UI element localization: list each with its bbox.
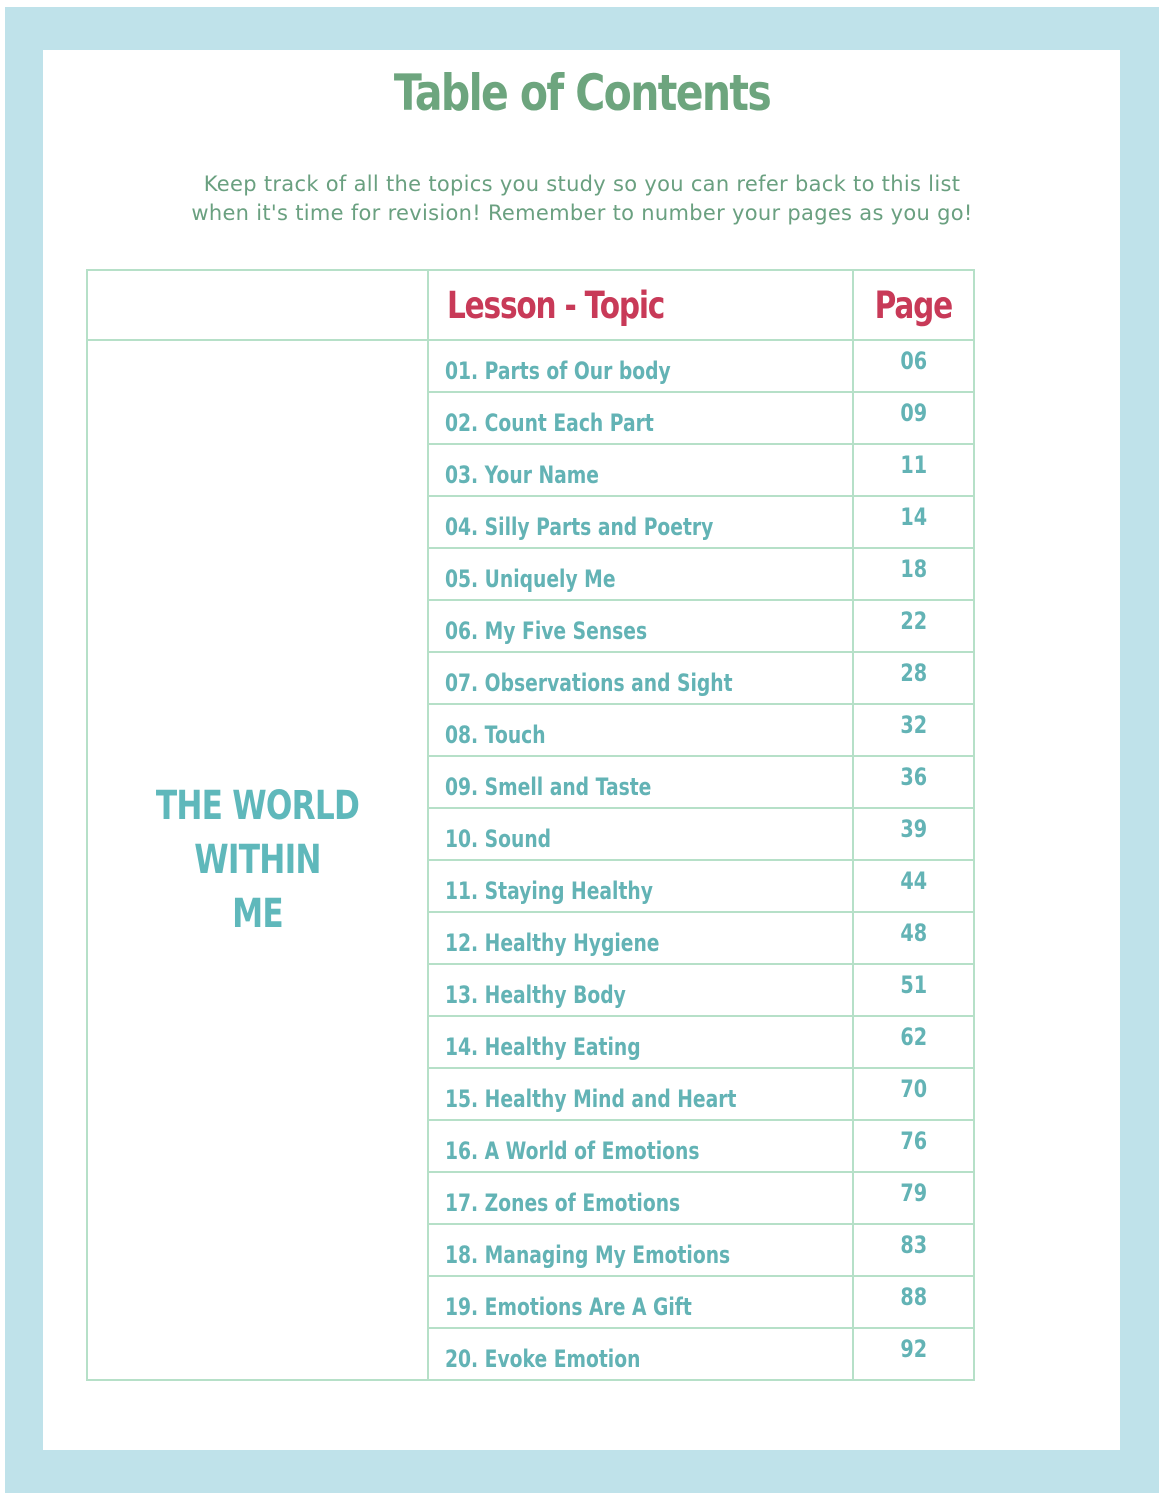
page-number-cell: [853, 600, 974, 652]
page-number-cell: [853, 496, 974, 548]
page-number: 79: [900, 1179, 927, 1207]
page-number-cell: [853, 1016, 974, 1068]
page-number-cell: [853, 340, 974, 392]
section-title-cell: [87, 340, 428, 1380]
header-section-cell: [87, 270, 428, 340]
topic-label: 13. Healthy Body: [445, 981, 626, 1009]
topic-cell: [428, 1120, 853, 1172]
topic-cell: [428, 392, 853, 444]
page-number-cell: [853, 392, 974, 444]
topic-label: 06. My Five Senses: [445, 617, 648, 645]
page-number-cell: [853, 704, 974, 756]
topic-label: 19. Emotions Are A Gift: [445, 1293, 692, 1321]
topic-label: 20. Evoke Emotion: [445, 1345, 641, 1373]
topic-cell: [428, 808, 853, 860]
topic-label: 08. Touch: [445, 721, 546, 749]
topic-label: 05. Uniquely Me: [445, 565, 616, 593]
page-number: 36: [900, 763, 927, 791]
topic-cell: [428, 964, 853, 1016]
table-header-row: [87, 270, 974, 340]
contents-table: [86, 269, 975, 1381]
page-number-cell: [853, 1172, 974, 1224]
topic-cell: [428, 1068, 853, 1120]
topic-label: 18. Managing My Emotions: [445, 1241, 731, 1269]
page-number: 92: [900, 1335, 927, 1363]
page-number: 06: [900, 347, 927, 375]
page-number: 11: [900, 451, 927, 479]
topic-label: 07. Observations and Sight: [445, 669, 733, 697]
topic-label: 16. A World of Emotions: [445, 1137, 700, 1165]
topic-cell: [428, 340, 853, 392]
page-number: 18: [900, 555, 927, 583]
section-title-line-1: THE WORLD: [155, 783, 360, 829]
instructions-line-2: when it's time for revision! Remember to number your pages as you go!: [191, 201, 973, 225]
topic-label: 02. Count Each Part: [445, 409, 654, 437]
page-number: 32: [900, 711, 927, 739]
topic-label: 17. Zones of Emotions: [445, 1189, 681, 1217]
table-body: [87, 340, 974, 1380]
page-number-cell: [853, 444, 974, 496]
page-number-cell: [853, 1224, 974, 1276]
page-number-cell: [853, 548, 974, 600]
topic-label: 09. Smell and Taste: [445, 773, 652, 801]
topic-cell: [428, 1172, 853, 1224]
table-row: [87, 340, 974, 392]
page-number-cell: [853, 1120, 974, 1172]
section-title-line-2: WITHIN: [194, 837, 321, 883]
header-page-label: Page: [874, 283, 953, 327]
topic-label: 03. Your Name: [445, 461, 599, 489]
page-number-cell: [853, 1068, 974, 1120]
page-instructions: [70, 170, 1094, 228]
topic-label: 14. Healthy Eating: [445, 1033, 641, 1061]
header-topic-label: Lesson - Topic: [447, 283, 665, 327]
topic-cell: [428, 704, 853, 756]
page-number: 88: [900, 1283, 927, 1311]
page-title: Table of Contents: [393, 64, 771, 122]
page-number: 70: [900, 1075, 927, 1103]
header-page-cell: [853, 270, 974, 340]
topic-label: 04. Silly Parts and Poetry: [445, 513, 714, 541]
page-number: 09: [900, 399, 927, 427]
topic-cell: [428, 496, 853, 548]
topic-cell: [428, 1276, 853, 1328]
page-number-cell: [853, 1328, 974, 1380]
topic-label: 11. Staying Healthy: [445, 877, 653, 905]
page-number: 14: [900, 503, 927, 531]
topic-label: 10. Sound: [445, 825, 552, 853]
topic-cell: [428, 444, 853, 496]
topic-cell: [428, 1016, 853, 1068]
page-number-cell: [853, 652, 974, 704]
topic-cell: [428, 1224, 853, 1276]
topic-cell: [428, 912, 853, 964]
page-number: 39: [900, 815, 927, 843]
page-number: 83: [900, 1231, 927, 1259]
page-number: 62: [900, 1023, 927, 1051]
topic-label: 01. Parts of Our body: [445, 357, 671, 385]
topic-cell: [428, 600, 853, 652]
header-topic-cell: [428, 270, 853, 340]
page-number-cell: [853, 1276, 974, 1328]
topic-cell: [428, 756, 853, 808]
page-number-cell: [853, 756, 974, 808]
page-number: 48: [900, 919, 927, 947]
page-number: 22: [900, 607, 927, 635]
topic-cell: [428, 548, 853, 600]
page-number-cell: [853, 912, 974, 964]
instructions-line-1: Keep track of all the topics you study so you can refer back to this list: [203, 172, 961, 196]
topic-label: 12. Healthy Hygiene: [445, 929, 660, 957]
page-number: 28: [900, 659, 927, 687]
section-title-line-3: ME: [232, 891, 283, 937]
topic-cell: [428, 1328, 853, 1380]
topic-label: 15. Healthy Mind and Heart: [445, 1085, 737, 1113]
page-number-cell: [853, 964, 974, 1016]
page-number: 51: [900, 971, 927, 999]
page-number-cell: [853, 860, 974, 912]
page-number: 76: [900, 1127, 927, 1155]
page-number-cell: [853, 808, 974, 860]
topic-cell: [428, 860, 853, 912]
page-number: 44: [900, 867, 927, 895]
topic-cell: [428, 652, 853, 704]
